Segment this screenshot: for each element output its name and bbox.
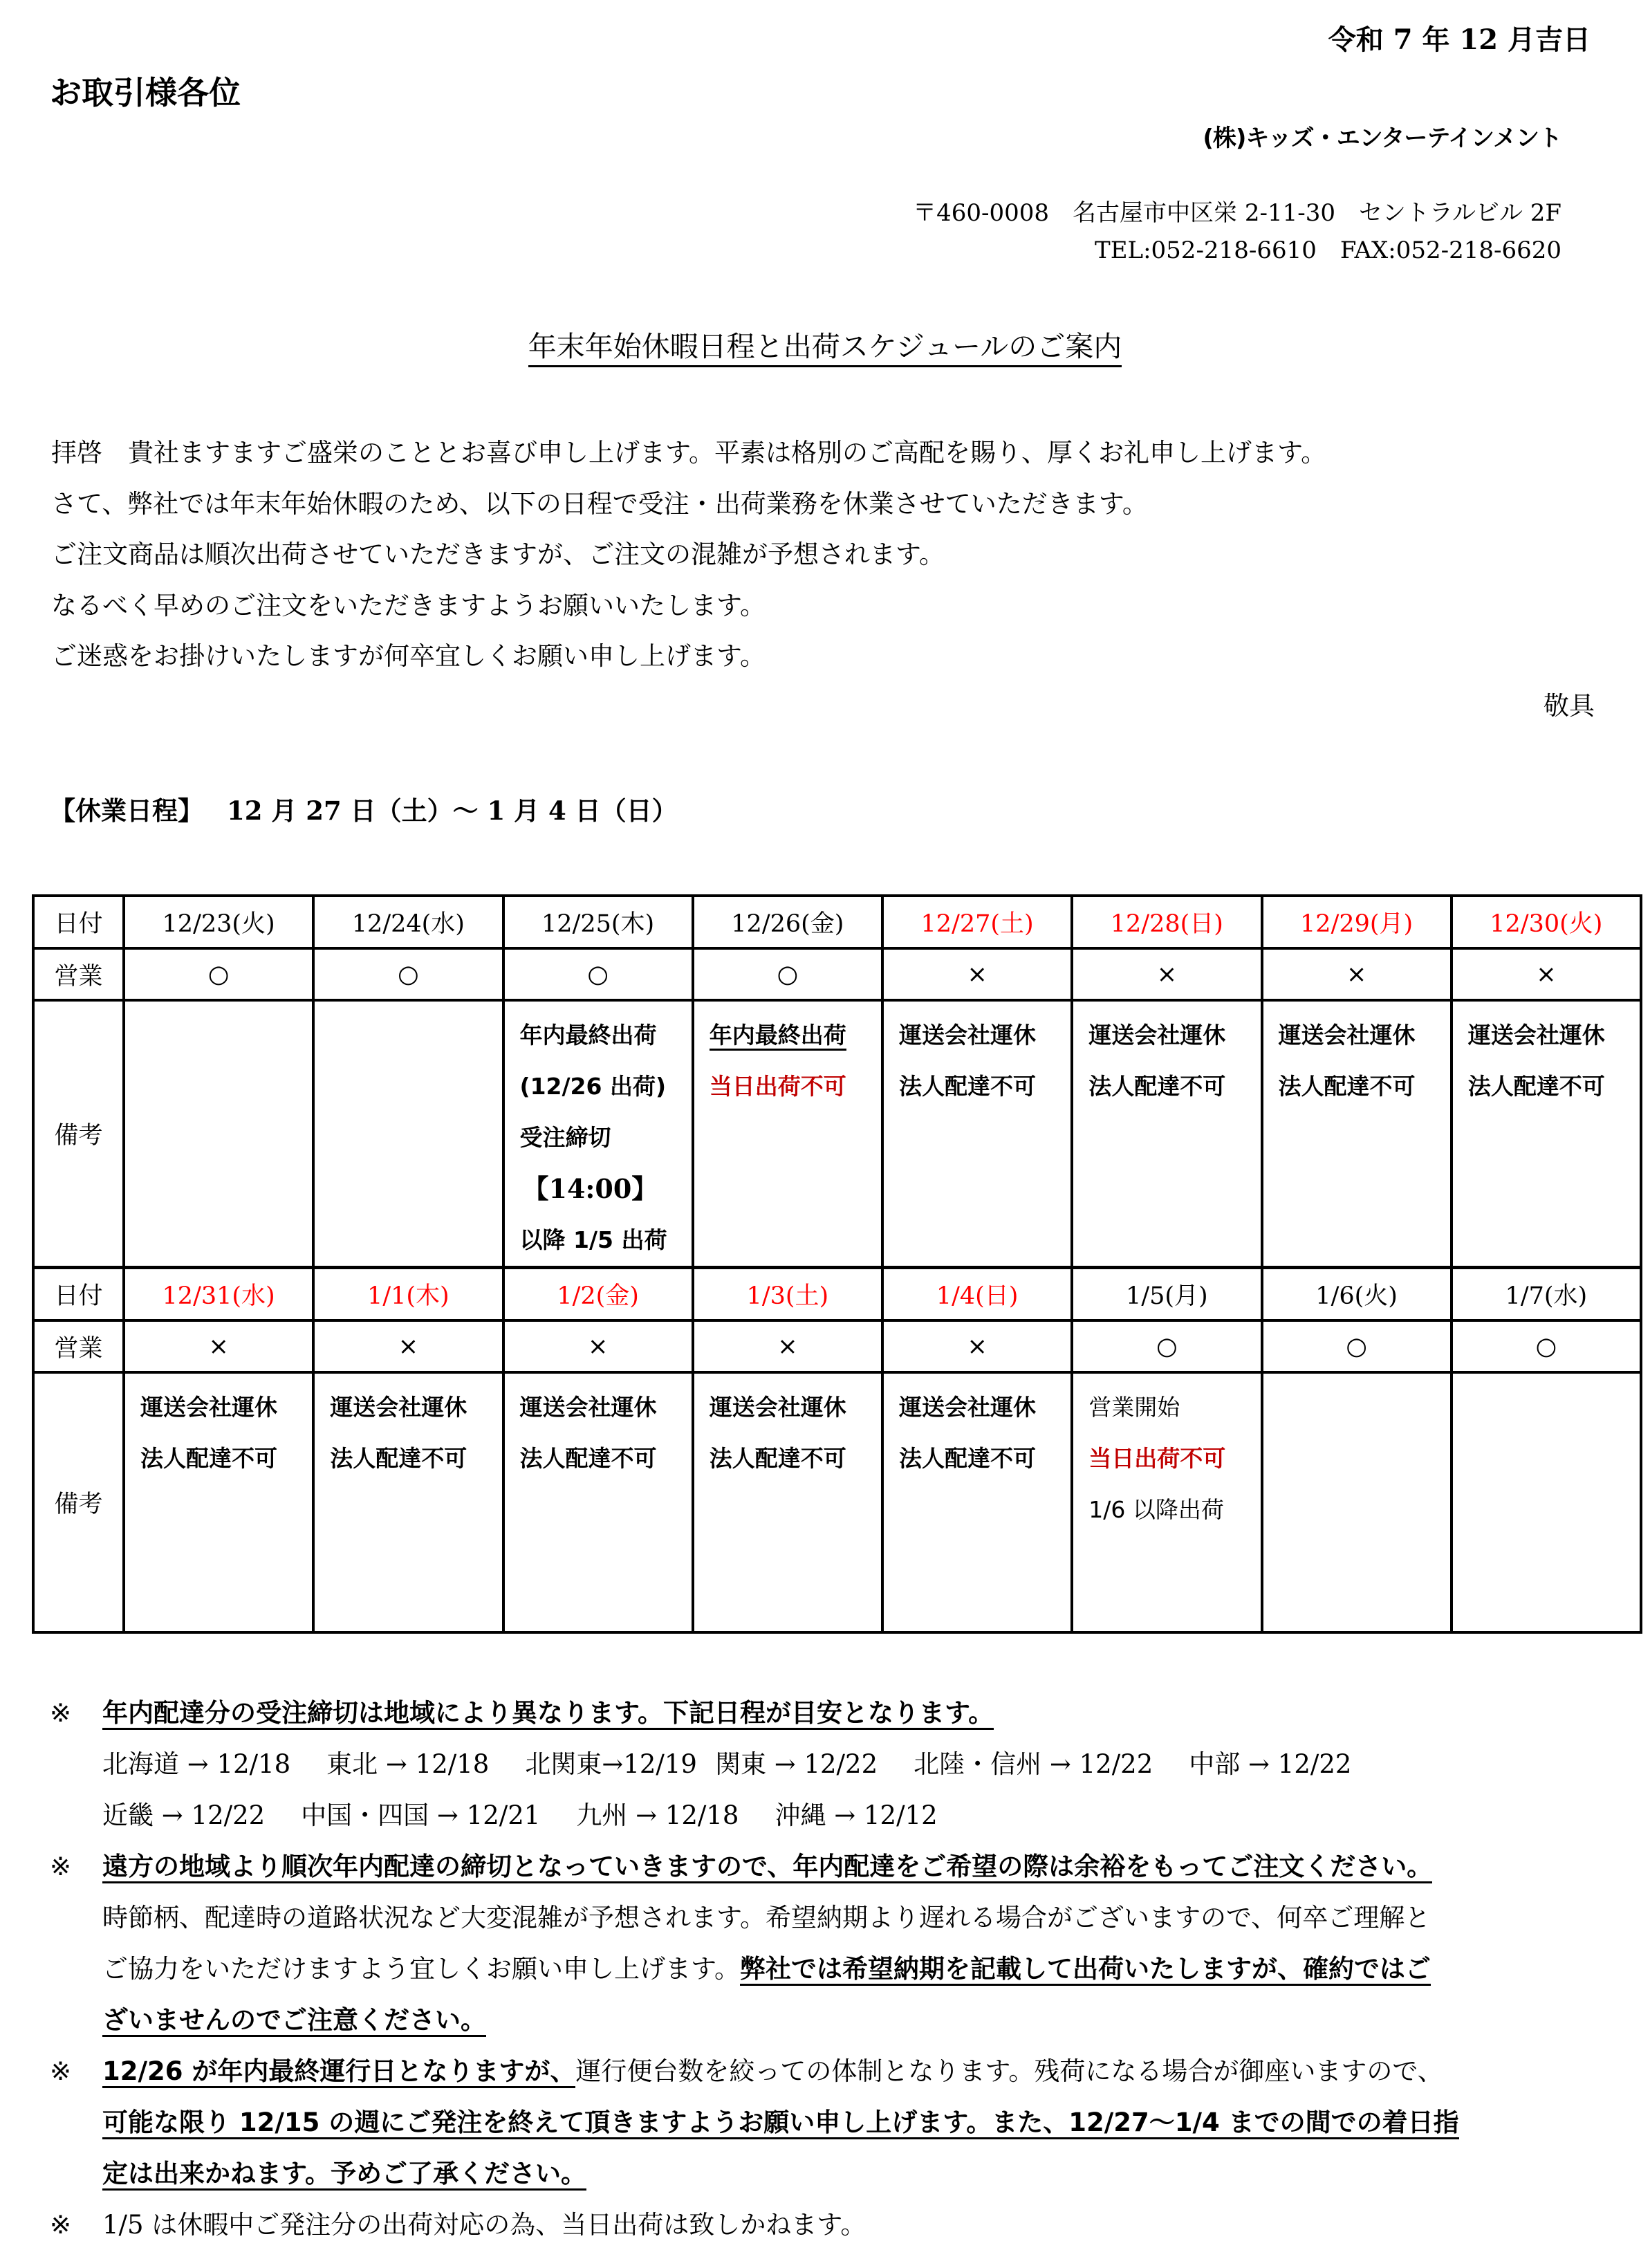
note-jan5	[50, 2200, 1640, 2251]
note-line	[330, 1382, 501, 1433]
date-cell: 1/1(木)	[313, 1268, 503, 1321]
notes-section	[50, 1688, 1640, 2251]
note-lines	[125, 1374, 312, 1484]
open-mark: ○	[693, 948, 882, 1000]
note-lines	[884, 1002, 1070, 1112]
note-cell	[882, 1372, 1072, 1632]
closed-mark: ×	[882, 948, 1072, 1000]
closed-mark: ×	[124, 1320, 313, 1372]
note-text: 法人配達不可	[519, 1445, 657, 1472]
note-line	[520, 1382, 692, 1433]
note-text: 運送会社運休	[899, 1022, 1036, 1049]
note-line	[520, 1061, 692, 1112]
note-line	[520, 1215, 692, 1266]
note-text: 法人配達不可	[709, 1445, 846, 1472]
note-cell	[503, 1372, 693, 1632]
note-lines	[1073, 1002, 1260, 1112]
note-lines	[125, 1002, 312, 1010]
remote-heading: 遠方の地域より順次年内配達の締切となっていきますので、年内配達をご希望の際は余裕をもってご注文ください。	[102, 1852, 1432, 1883]
deadline-heading: 年内配達分の受注締切は地域により異なります。下記日程が目安となります。	[102, 1698, 994, 1730]
note-remote-areas	[50, 1841, 1640, 2046]
date-cell: 12/24(水)	[313, 896, 503, 948]
open-mark: ○	[503, 948, 693, 1000]
date-cell: 1/7(水)	[1452, 1268, 1641, 1321]
letter-line: ご注文商品は順次出荷させていただきますが、ご注文の混雑が予想されます。	[51, 540, 945, 569]
date-cell: 12/25(木)	[503, 896, 693, 948]
closing-word: 敬具	[1544, 691, 1595, 721]
region-deadline: 中部 → 12/22	[1189, 1749, 1352, 1779]
row-label-business: 営業	[33, 1320, 124, 1372]
note-line	[520, 1010, 692, 1061]
note-text: 運送会社運休	[519, 1394, 657, 1421]
note-line	[899, 1010, 1070, 1061]
row-label-business: 営業	[33, 948, 124, 1000]
note-line	[1088, 1484, 1260, 1536]
company-address: 〒460-0008 名古屋市中区栄 2-11-30 セントラルビル 2F	[913, 199, 1561, 227]
note-text: 法人配達不可	[1278, 1073, 1416, 1100]
open-mark: ○	[1452, 1320, 1641, 1372]
date-cell: 12/23(火)	[124, 896, 313, 948]
note-line	[1279, 1061, 1450, 1112]
closed-mark: ×	[1262, 948, 1452, 1000]
note-text: 以降 1/5 出荷	[519, 1226, 667, 1253]
letter-body	[51, 427, 1326, 682]
region-deadline: 北海道 → 12/18	[102, 1749, 291, 1779]
note-line	[710, 1433, 881, 1484]
note-lines	[315, 1002, 501, 1010]
note-line	[1088, 1382, 1260, 1433]
closed-mark: ×	[313, 1320, 503, 1372]
note-cell	[693, 1372, 882, 1632]
note-last-operating-day	[50, 2046, 1640, 2200]
date-cell: 1/2(金)	[503, 1268, 693, 1321]
date-cell: 1/6(火)	[1262, 1268, 1452, 1321]
note-line	[140, 1433, 312, 1484]
note-text: 営業開始	[1088, 1394, 1180, 1421]
region-deadline: 九州 → 12/18	[576, 1800, 739, 1830]
note-lines	[884, 1374, 1070, 1484]
note-text: 法人配達不可	[899, 1445, 1036, 1472]
remote-body-line: ご協力をいただけますよう宜しくお願い申し上げます。	[102, 1954, 741, 1984]
note-line	[1468, 1010, 1640, 1061]
note-cell	[313, 1000, 503, 1268]
note-cell	[1452, 1000, 1641, 1268]
note-deadlines	[50, 1688, 1640, 1841]
note-line	[899, 1061, 1070, 1112]
note-line	[520, 1112, 692, 1163]
remote-emphasis: ざいませんのでご注意ください。	[102, 2005, 486, 2037]
notes-row	[33, 1372, 1641, 1632]
note-lines	[694, 1002, 881, 1112]
region-deadlines-row-2	[102, 1790, 1640, 1841]
note-cell	[1262, 1000, 1452, 1268]
date-cell: 12/30(火)	[1452, 896, 1641, 948]
note-cell	[124, 1372, 313, 1632]
notes-row	[33, 1000, 1641, 1268]
note-cell	[1072, 1000, 1261, 1268]
open-mark: ○	[1072, 1320, 1261, 1372]
note-lines	[505, 1374, 692, 1484]
closed-mark: ×	[1072, 948, 1261, 1000]
note-text: 年内最終出荷	[519, 1022, 657, 1049]
closed-mark: ×	[882, 1320, 1072, 1372]
date-cell: 12/31(水)	[124, 1268, 313, 1321]
note-text: 運送会社運休	[1088, 1022, 1226, 1049]
letter-line: なるべく早めのご注文をいただきますようお願いいたします。	[51, 590, 766, 620]
note-text: 運送会社運休	[899, 1394, 1036, 1421]
note-text: 運送会社運休	[709, 1394, 846, 1421]
letter-line: ご迷惑をお掛けいたしますが何卒宜しくお願い申し上げます。	[51, 641, 766, 671]
open-mark: ○	[313, 948, 503, 1000]
row-label-date: 日付	[33, 1268, 124, 1321]
note-line	[1468, 1061, 1640, 1112]
reference-mark: ※	[50, 2210, 72, 2240]
issue-date: 令和 7 年 12 月吉日	[1328, 24, 1591, 56]
note-cell	[1262, 1372, 1452, 1632]
recipient: お取引様各位	[50, 74, 241, 111]
date-cell: 12/26(金)	[693, 896, 882, 948]
note-text: 当日出荷不可	[1088, 1445, 1226, 1472]
jan5-text: 1/5 は休暇中ご発注分の出荷対応の為、当日出荷は致しかねます。	[102, 2210, 866, 2240]
date-row	[33, 1268, 1641, 1321]
note-text: 法人配達不可	[899, 1073, 1036, 1100]
note-line	[710, 1382, 881, 1433]
lastday-emphasis: 12/26 が年内最終運行日となりますが、	[102, 2056, 575, 2088]
note-lines	[1073, 1374, 1260, 1536]
remote-emphasis: 弊社では希望納期を記載して出荷いたしますが、確約ではご	[740, 1954, 1431, 1986]
note-text: 運送会社運休	[330, 1394, 467, 1421]
note-line	[1279, 1010, 1450, 1061]
closed-mark: ×	[503, 1320, 693, 1372]
lastday-emphasis: 可能な限り 12/15 の週にご発注を終えて頂きますようお願い申し上げます。また、12/27～1/4 までの間での着日指	[102, 2108, 1459, 2139]
region-deadline: 東北 → 12/18	[326, 1749, 490, 1779]
note-text: 運送会社運休	[140, 1394, 277, 1421]
reference-mark: ※	[50, 1698, 72, 1728]
row-label-notes: 備考	[33, 1000, 124, 1268]
note-lines	[1453, 1374, 1640, 1382]
date-cell: 12/27(土)	[882, 896, 1072, 948]
document-title	[0, 324, 1650, 365]
note-cell	[1072, 1372, 1261, 1632]
holiday-range: 12 月 27 日（土）～ 1 月 4 日（日）	[227, 795, 678, 826]
note-text: 法人配達不可	[1088, 1073, 1226, 1100]
note-text: 法人配達不可	[1467, 1073, 1605, 1100]
date-cell: 12/29(月)	[1262, 896, 1452, 948]
note-cell	[313, 1372, 503, 1632]
note-line	[1088, 1433, 1260, 1484]
business-row	[33, 948, 1641, 1000]
date-cell: 1/3(土)	[693, 1268, 882, 1321]
note-lines	[315, 1374, 501, 1484]
note-line	[1088, 1061, 1260, 1112]
row-label-date: 日付	[33, 896, 124, 948]
region-deadline: 沖縄 → 12/12	[775, 1800, 938, 1830]
reference-mark: ※	[50, 2056, 72, 2086]
note-text: 法人配達不可	[330, 1445, 467, 1472]
note-line	[520, 1163, 692, 1215]
note-lines	[1263, 1374, 1450, 1382]
note-cell	[882, 1000, 1072, 1268]
note-text: 運送会社運休	[1278, 1022, 1416, 1049]
note-line	[520, 1433, 692, 1484]
region-deadline: 近畿 → 12/22	[102, 1800, 266, 1830]
reference-mark: ※	[50, 1852, 72, 1881]
date-cell: 1/4(日)	[882, 1268, 1072, 1321]
note-text: (12/26 出荷)	[519, 1073, 667, 1100]
note-cell	[1452, 1372, 1641, 1632]
company-name: (株)キッズ・エンターテインメント	[1203, 125, 1561, 152]
lastday-text: 運行便台数を絞っての体制となります。残荷になる場合が御座いますので、	[575, 2056, 1443, 2086]
letter-line: さて、弊社では年末年始休暇のため、以下の日程で受注・出荷業務を休業させていただきます。	[51, 488, 1148, 519]
note-line	[1088, 1010, 1260, 1061]
note-cell	[503, 1000, 693, 1268]
business-row	[33, 1320, 1641, 1372]
document-title-text: 年末年始休暇日程と出荷スケジュールのご案内	[528, 330, 1122, 367]
note-lines	[1263, 1002, 1450, 1112]
note-text: 受注締切	[519, 1124, 611, 1151]
note-text: 1/6 以降出荷	[1088, 1496, 1224, 1523]
note-cell	[124, 1000, 313, 1268]
remote-body-line: 時節柄、配達時の道路状況など大変混雑が予想されます。希望納期より遅れる場合がございますので、何卒ご理解と	[102, 1903, 1431, 1933]
date-row	[33, 896, 1641, 948]
row-label-notes: 備考	[33, 1372, 124, 1632]
note-cell	[693, 1000, 882, 1268]
note-line	[140, 1382, 312, 1433]
note-text: 年内最終出荷	[710, 1022, 846, 1051]
note-line	[330, 1433, 501, 1484]
note-line	[710, 1010, 881, 1061]
region-deadline: 関東 → 12/22	[714, 1749, 878, 1779]
closed-mark: ×	[693, 1320, 882, 1372]
note-text: 当日出荷不可	[709, 1073, 846, 1100]
letter-line: 拝啓 貴社ますますご盛栄のこととお喜び申し上げます。平素は格別のご高配を賜り、厚くお礼申し上げます。	[51, 438, 1327, 468]
note-lines	[1453, 1002, 1640, 1112]
closed-mark: ×	[1452, 948, 1641, 1000]
region-deadline: 北関東→12/19	[525, 1749, 697, 1779]
note-line	[899, 1382, 1070, 1433]
lastday-emphasis: 定は出来かねます。予めご了承ください。	[102, 2159, 586, 2191]
note-lines	[505, 1002, 692, 1266]
date-cell: 12/28(日)	[1072, 896, 1261, 948]
note-line	[899, 1433, 1070, 1484]
holiday-period	[50, 790, 678, 827]
note-line	[710, 1061, 881, 1112]
region-deadline: 中国・四国 → 12/21	[301, 1800, 541, 1830]
note-lines	[694, 1374, 881, 1484]
date-cell: 1/5(月)	[1072, 1268, 1261, 1321]
schedule-table	[32, 894, 1642, 1634]
open-mark: ○	[1262, 1320, 1452, 1372]
note-text: 運送会社運休	[1467, 1022, 1605, 1049]
note-text: 【14:00】	[522, 1173, 658, 1204]
region-deadlines-row-1	[102, 1739, 1640, 1790]
holiday-label: 【休業日程】	[50, 796, 203, 826]
region-deadline: 北陸・信州 → 12/22	[914, 1749, 1153, 1779]
note-text: 法人配達不可	[140, 1445, 277, 1472]
company-contact: TEL:052-218-6610 FAX:052-218-6620	[1095, 237, 1561, 264]
open-mark: ○	[124, 948, 313, 1000]
